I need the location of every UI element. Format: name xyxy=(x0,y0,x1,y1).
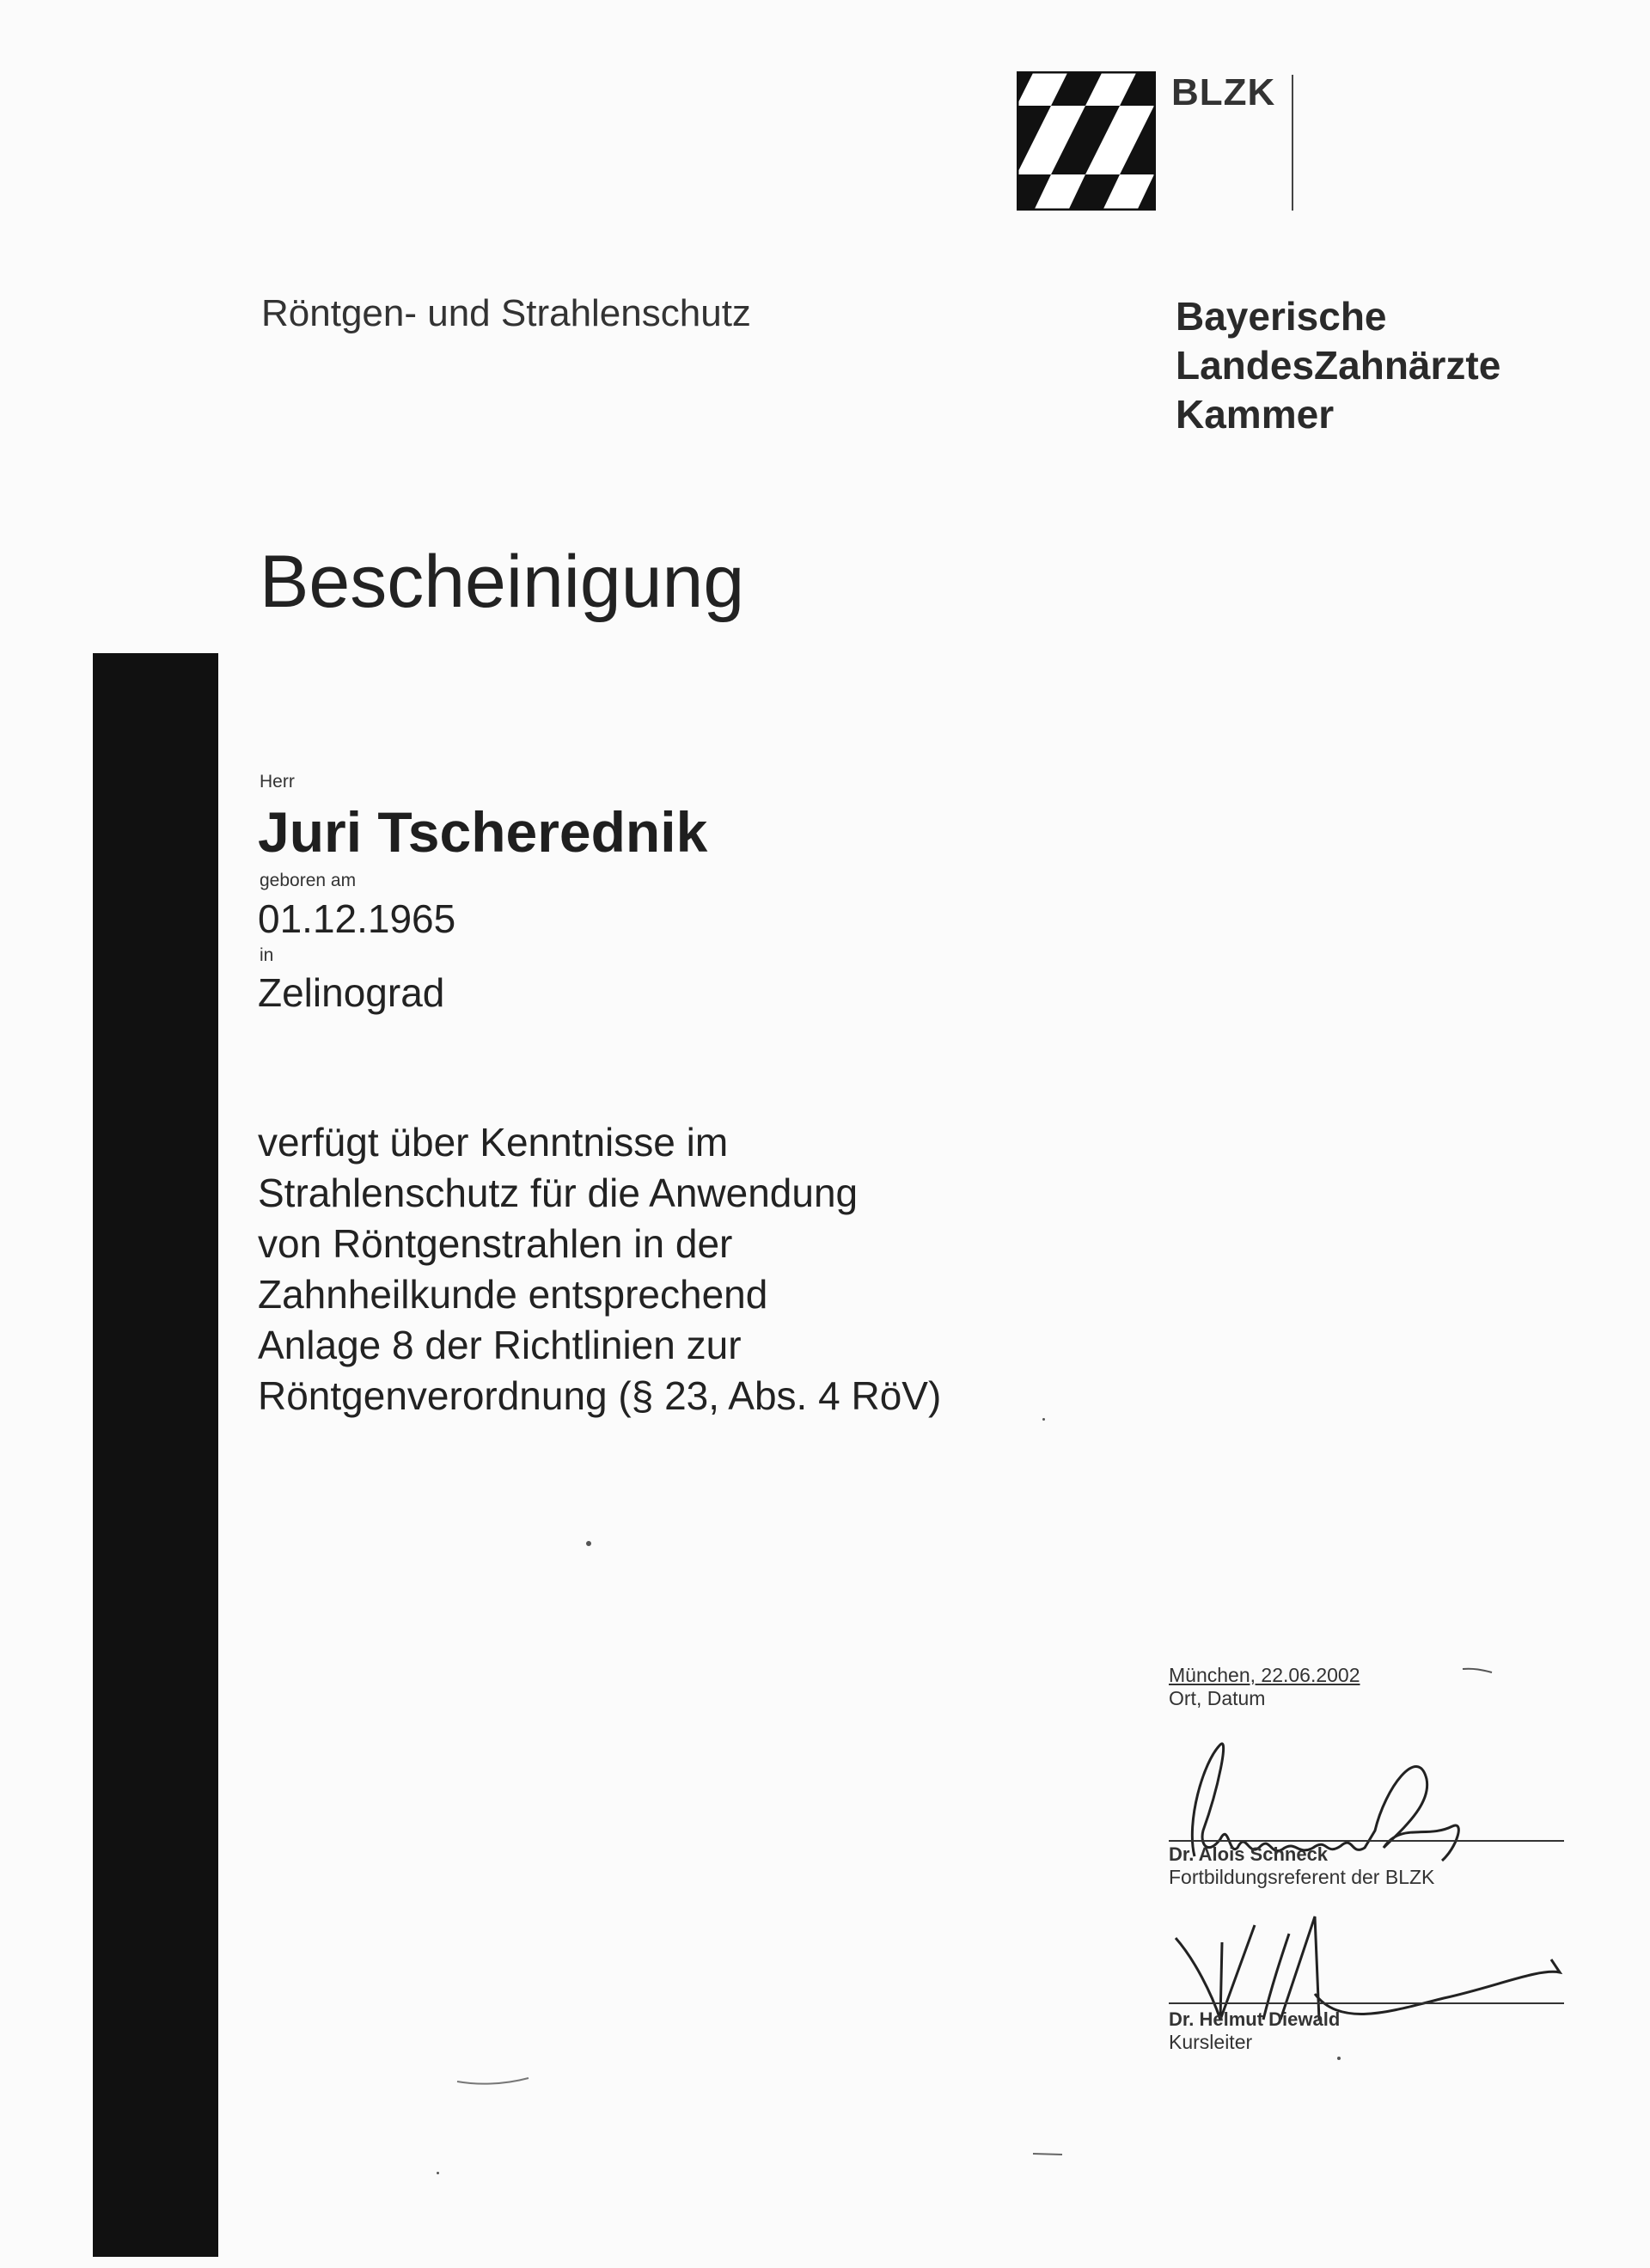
signer2-role: Kursleiter xyxy=(1169,2031,1253,2053)
logo-divider xyxy=(1292,75,1293,211)
organization-name xyxy=(1176,292,1500,439)
birthplace: Zelinograd xyxy=(258,970,445,1015)
in-label: in xyxy=(260,945,274,965)
recipient-name: Juri Tscherednik xyxy=(258,800,708,864)
salutation: Herr xyxy=(260,772,295,792)
department-heading: Röntgen- und Strahlenschutz xyxy=(261,292,751,334)
statement-line: Strahlenschutz für die Anwendung xyxy=(258,1171,859,1215)
birth-date: 01.12.1965 xyxy=(258,896,456,941)
statement-line: verfügt über Kenntnisse im xyxy=(258,1120,729,1165)
organization-line: Kammer xyxy=(1176,392,1335,437)
statement-line: Röntgenverordnung (§ 23, Abs. 4 RöV) xyxy=(258,1373,942,1418)
bavarian-lozenge-icon xyxy=(1017,71,1156,211)
organization-line: LandesZahnärzte xyxy=(1176,343,1501,388)
scan-speck xyxy=(586,1541,591,1546)
statement-line: von Röntgenstrahlen in der xyxy=(258,1221,733,1266)
scan-speck xyxy=(1042,1418,1045,1421)
certification-statement xyxy=(258,1117,941,1421)
document-title: Bescheinigung xyxy=(260,541,745,623)
signature-line-1 xyxy=(1169,1840,1564,1842)
signer1-role: Fortbildungsreferent der BLZK xyxy=(1169,1866,1435,1888)
place-date: München, 22.06.2002 xyxy=(1169,1664,1360,1686)
scan-mark xyxy=(1461,1666,1495,1676)
statement-line: Anlage 8 der Richtlinien zur xyxy=(258,1323,742,1367)
signer1-block xyxy=(1169,1843,1434,1889)
organization-line: Bayerische xyxy=(1176,294,1387,339)
born-label: geboren am xyxy=(260,871,357,890)
scan-mark xyxy=(1031,2149,1066,2159)
logo-text: BLZK xyxy=(1171,71,1276,113)
signer2-name: Dr. Helmut Diewald xyxy=(1169,2008,1341,2030)
scan-mark xyxy=(455,2071,533,2088)
signer1-name: Dr. Alois Schneck xyxy=(1169,1843,1329,1865)
place-date-block xyxy=(1169,1664,1360,1710)
scan-speck xyxy=(1337,2057,1341,2060)
statement-line: Zahnheilkunde entsprechend xyxy=(258,1272,768,1317)
signature-line-2 xyxy=(1169,2002,1564,2004)
scan-edge-shadow xyxy=(93,653,218,2257)
signer2-block xyxy=(1169,2008,1340,2054)
scan-speck xyxy=(437,2172,439,2174)
place-date-label: Ort, Datum xyxy=(1169,1687,1266,1709)
